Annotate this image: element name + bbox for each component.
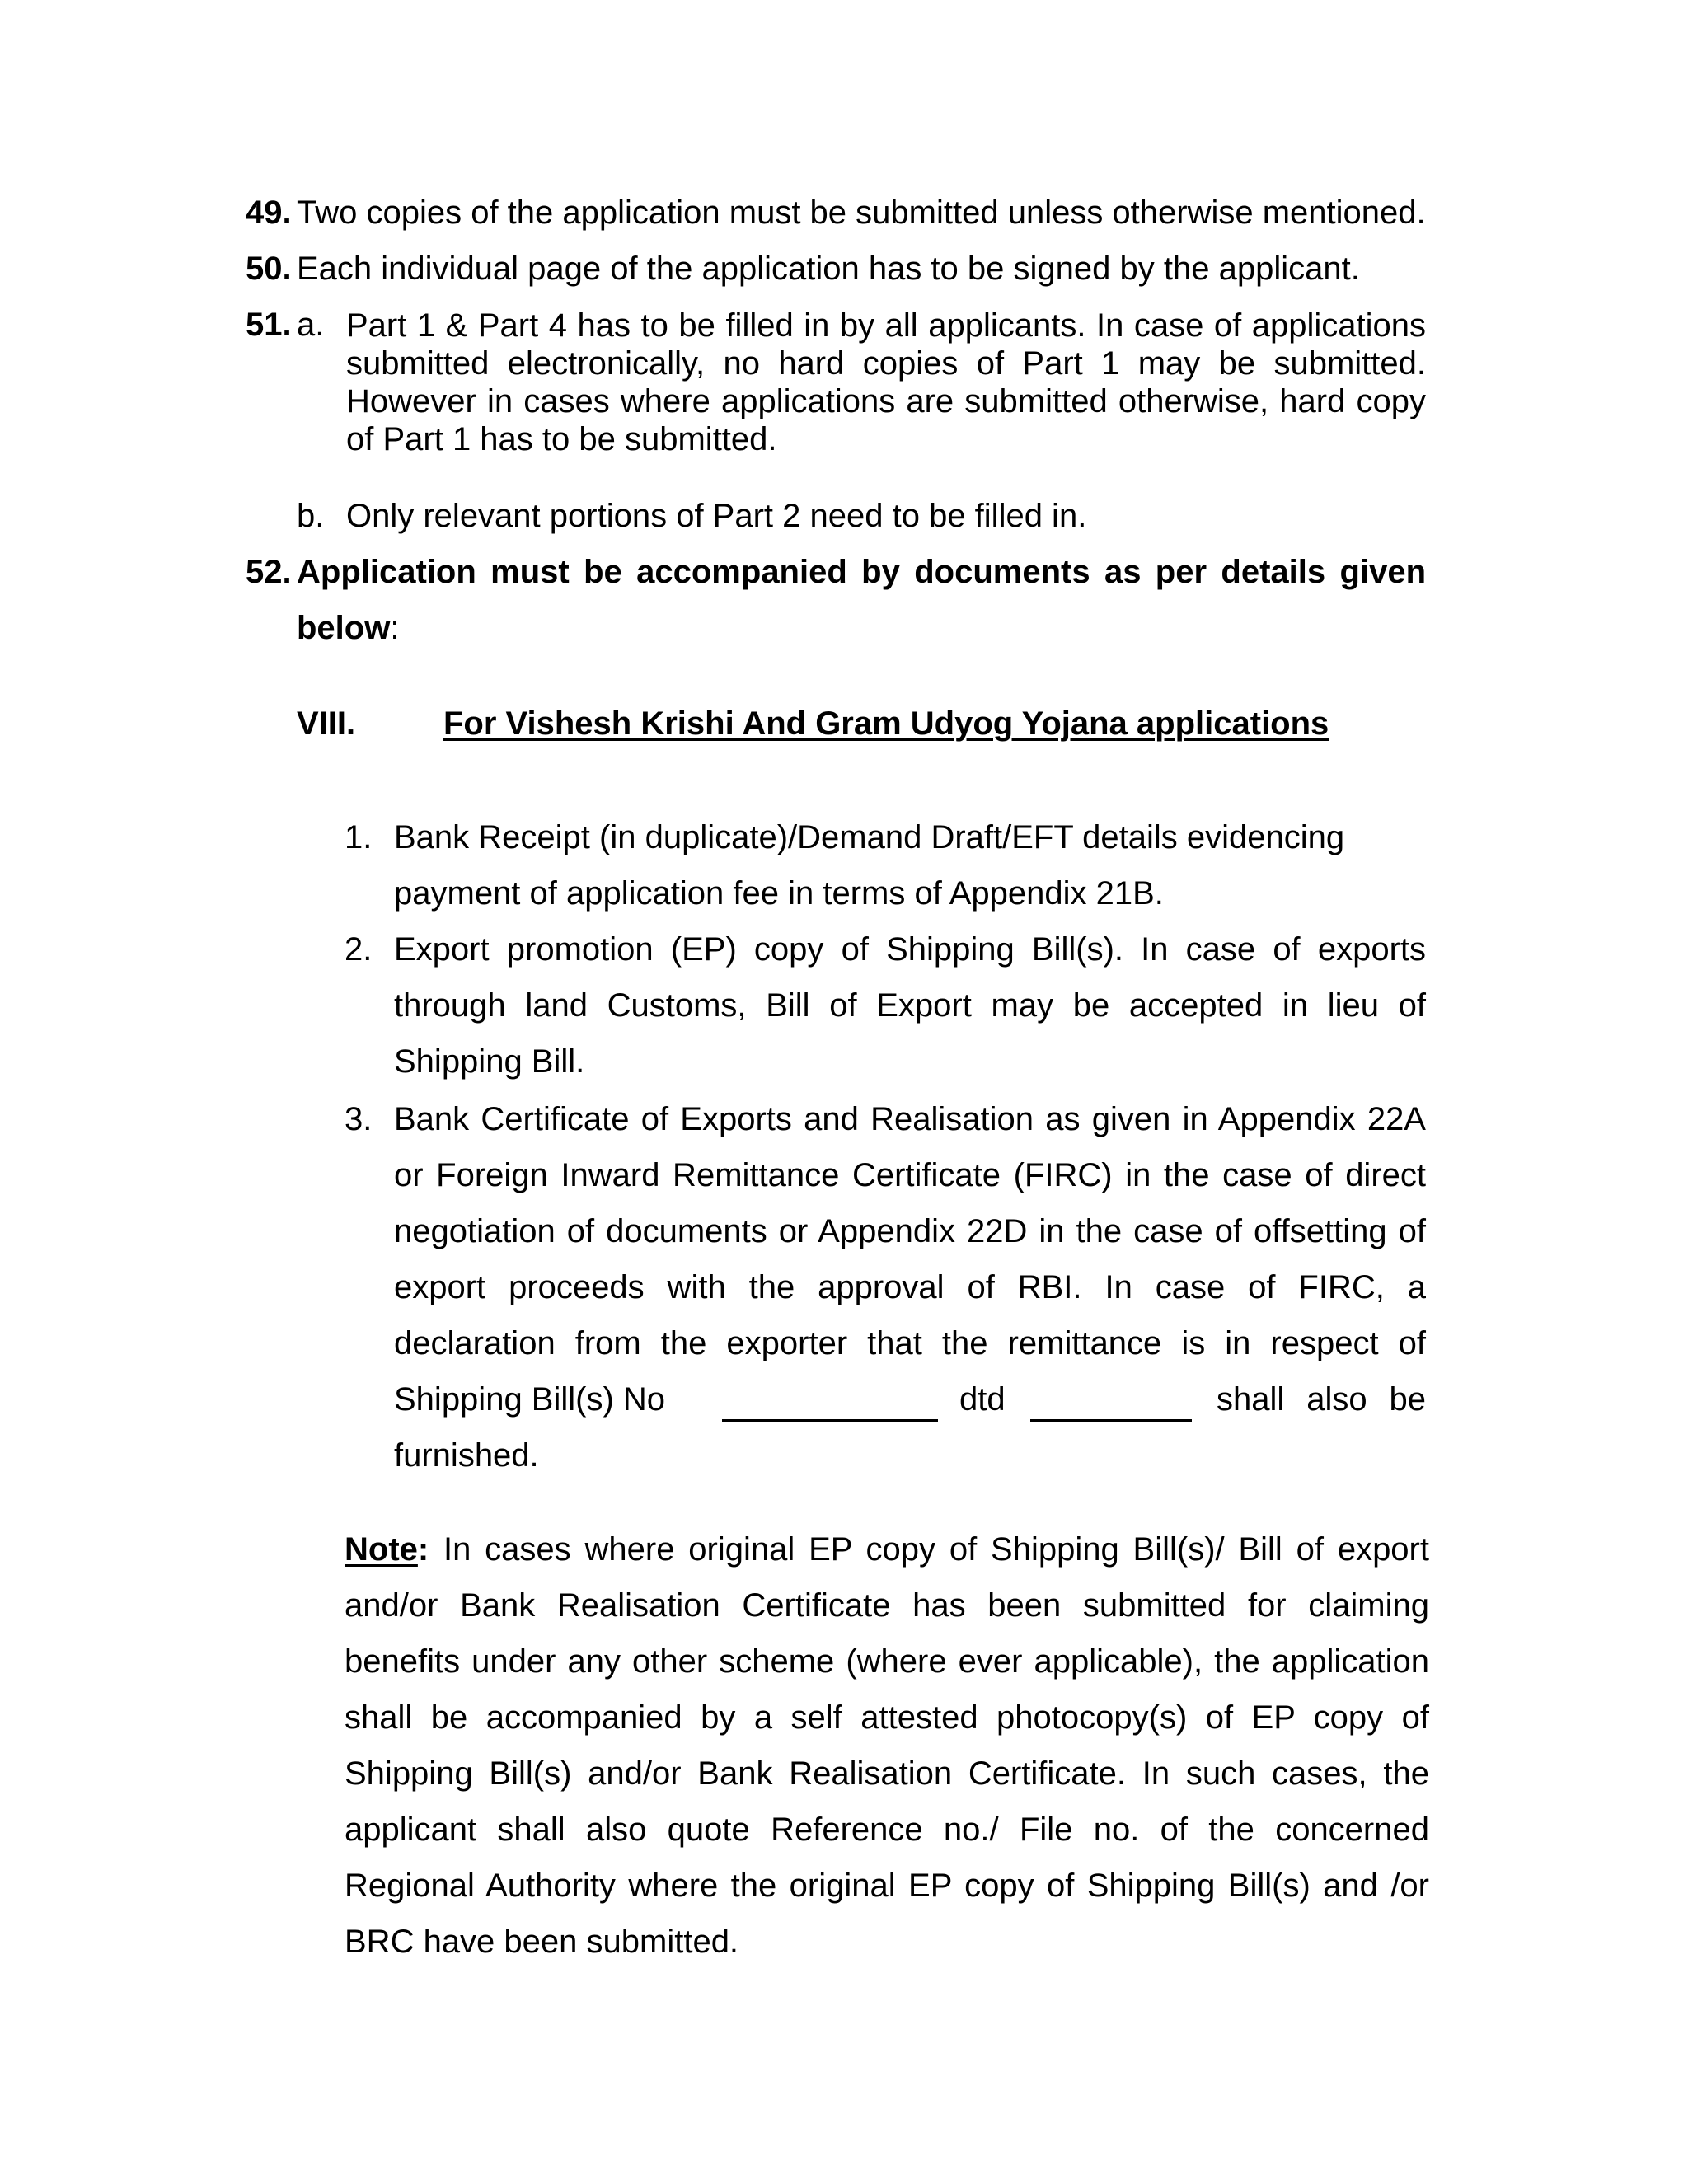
item-52-colon: : [390,610,400,646]
item-51a-line-3: However in cases where applications are submitted otherwise, hard copy [346,383,1426,419]
list-item-3-line-2: or Foreign Inward Remittance Certificate (FIRC) in the case of direct [394,1157,1426,1193]
item-52-below: below [297,610,391,646]
shipping-bill-no-label: Shipping Bill(s) No [394,1381,666,1418]
note-line-6: applicant shall also quote Reference no./ File no. of the concerned [345,1811,1429,1848]
item-49-text: Two copies of the application must be submitted unless otherwise mentioned. [297,194,1426,231]
list-item-3-final-line: furnished. [394,1437,539,1474]
item-49-number: 49. [246,194,292,231]
item-52-line-1: Application must be accompanied by documents as per details given [297,554,1426,590]
item-51a-line-4: of Part 1 has to be submitted. [346,421,777,457]
item-51b-label: b. [297,498,325,534]
note-label-group [345,1530,429,1569]
note-final-line: BRC have been submitted. [345,1924,739,1960]
section-roman-numeral: VIII. [297,705,356,742]
list-item-1-line-2: payment of application fee in terms of Appendix 21B. [394,875,1164,912]
shipping-bill-no-blank[interactable] [722,1394,938,1422]
list-item-2-number: 2. [345,931,373,968]
list-item-2-line-1: Export promotion (EP) copy of Shipping Bill(s). In case of exports [394,931,1426,968]
date-blank[interactable] [1030,1394,1192,1422]
item-51a-line-1: Part 1 & Part 4 has to be filled in by all applicants. In case of applications [346,307,1426,344]
note-line-1: In cases where original EP copy of Shipping Bill(s)/ Bill of export [443,1531,1429,1568]
list-item-3-line-3: negotiation of documents or Appendix 22D in the case of offsetting of [394,1213,1426,1249]
list-item-3-line-4: export proceeds with the approval of RBI. In case of FIRC, a [394,1269,1426,1305]
item-51-number: 51. [246,307,292,343]
note-line-5: Shipping Bill(s) and/or Bank Realisation Certificate. In such cases, the [345,1755,1429,1792]
dtd-label: dtd [959,1381,1006,1418]
item-50-text: Each individual page of the application has to be signed by the applicant. [297,251,1360,287]
item-51a-line-2: submitted electronically, no hard copies of Part 1 may be submitted. [346,345,1426,382]
note-line-4: shall be accompanied by a self attested photocopy(s) of EP copy of [345,1699,1429,1736]
shall-also-be-text: shall also be [1217,1381,1426,1418]
note-line-2: and/or Bank Realisation Certificate has been submitted for claiming [345,1587,1429,1624]
list-item-3-line-1: Bank Certificate of Exports and Realisation as given in Appendix 22A [394,1101,1426,1137]
item-52-line-2 [297,608,399,648]
list-item-3-line-5: declaration from the exporter that the remittance is in respect of [394,1325,1426,1361]
note-line-7: Regional Authority where the original EP copy of Shipping Bill(s) and /or [345,1868,1429,1904]
list-item-1-line-1: Bank Receipt (in duplicate)/Demand Draft/EFT details evidencing [394,819,1345,855]
item-50-number: 50. [246,251,292,287]
list-item-2-line-3: Shipping Bill. [394,1043,585,1080]
list-item-2-line-2: through land Customs, Bill of Export may be accepted in lieu of [394,987,1426,1024]
list-item-3-number: 3. [345,1101,373,1137]
section-title: For Vishesh Krishi And Gram Udyog Yojana applications [443,705,1329,742]
item-52-number: 52. [246,554,292,590]
note-colon: : [417,1531,429,1568]
note-label: Note [345,1531,418,1568]
item-51b-text: Only relevant portions of Part 2 need to be filled in. [346,498,1087,534]
list-item-1-number: 1. [345,819,373,855]
note-line-3: benefits under any other scheme (where ever applicable), the application [345,1643,1429,1680]
item-51a-label: a. [297,307,325,343]
